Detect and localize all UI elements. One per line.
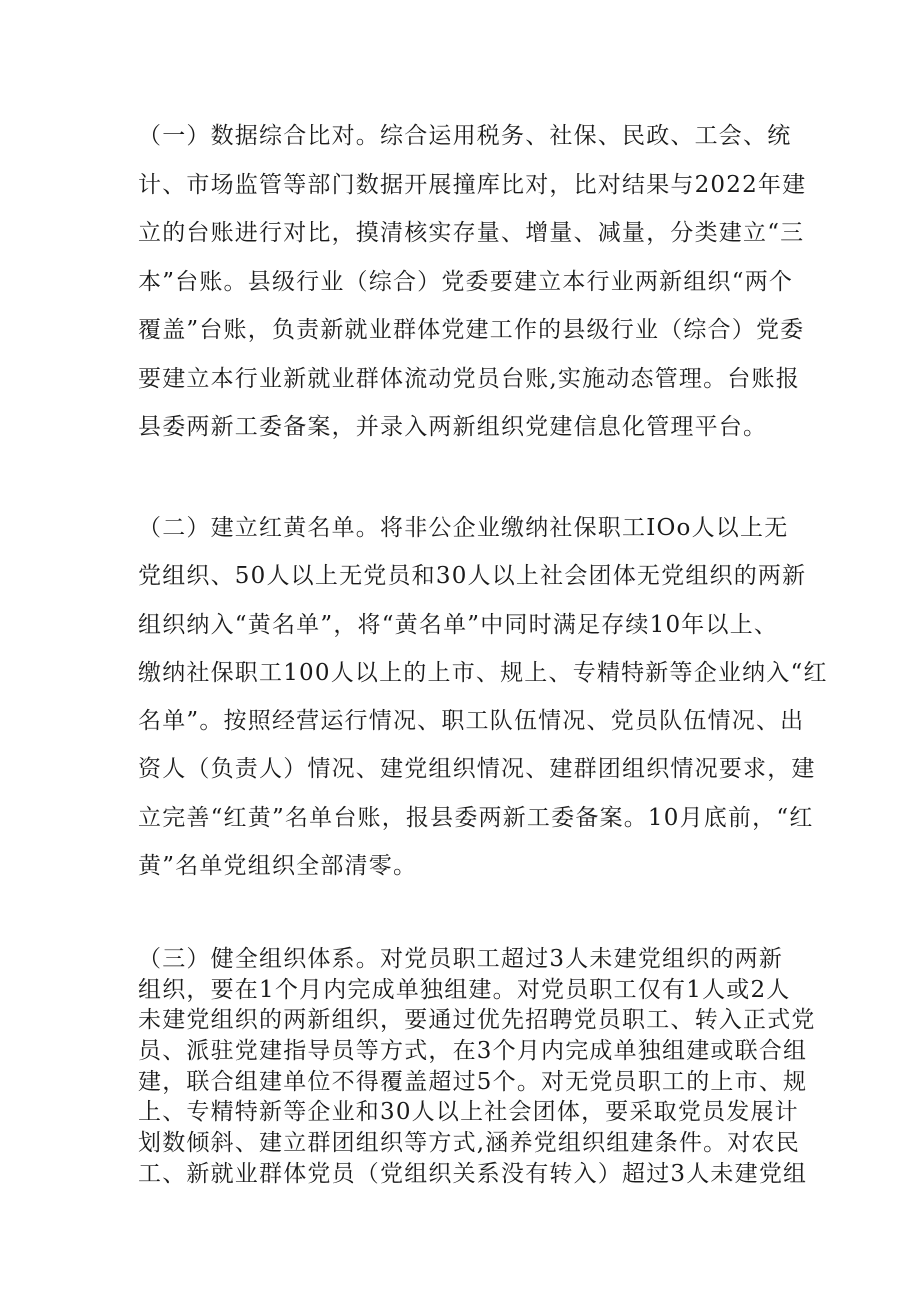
paragraph-line: 立的台账进行对比，摸清核实存量、增量、减量，分类建立“三 xyxy=(138,220,805,246)
paragraph-line: （三）健全组织体系。对党员职工超过3人未建党组织的两新 xyxy=(138,946,784,972)
paragraph-line: 工、新就业群体党员（党组织关系没有转入）超过3人未建党组 xyxy=(138,1160,808,1187)
paragraph-line: 本”台账。县级行业（综合）党委要建立本行业两新组织“两个 xyxy=(138,268,794,295)
paragraph-line: 上、专精特新等企业和30人以上社会团体，要采取党员发展计 xyxy=(138,1099,799,1126)
paragraph-line: 未建党组织的两新组织，要通过优先招聘党员职工、转入正式党 xyxy=(138,1007,816,1034)
paragraph-line: 划数倾斜、建立群团组织等方式,涵养党组织组建条件。对农民 xyxy=(138,1130,800,1157)
paragraph-line: 立完善“红黄”名单台账，报县委两新工委备案。10月底前，“红 xyxy=(138,804,814,831)
paragraph-line: 计、市场监管等部门数据开展撞库比对，比对结果与2022年建 xyxy=(138,171,807,198)
paragraph-organization-system xyxy=(138,944,816,1190)
paragraph-red-yellow-list xyxy=(138,504,828,890)
paragraph-line: （一）数据综合比对。综合运用税务、社保、民政、工会、统 xyxy=(138,123,792,149)
paragraph-line: 名单”。按照经营运行情况、职工队伍情况、党员队伍情况、出 xyxy=(138,708,805,735)
paragraph-data-comparison xyxy=(138,112,807,452)
paragraph-line: 缴纳社保职工100人以上的上市、规上、专精特新等企业纳入“红 xyxy=(138,659,828,686)
paragraph-line: （二）建立红黄名单。将非公企业缴纳社保职工IOo人以上无 xyxy=(138,515,789,541)
paragraph-line: 组织纳入“黄名单”，将“黄名单”中同时满足存续10年以上、 xyxy=(138,611,779,638)
paragraph-line: 组织，要在1个月内完成单独组建。对党员职工仅有1人或2人 xyxy=(138,976,791,1003)
paragraph-line: 员、派驻党建指导员等方式，在3个月内完成单独组建或联合组 xyxy=(138,1038,808,1065)
paragraph-line: 覆盖”台账，负责新就业群体党建工作的县级行业（综合）党委 xyxy=(138,317,805,343)
paragraph-line: 建，联合组建单位不得覆盖超过5个。对无党员职工的上市、规 xyxy=(138,1068,808,1095)
paragraph-line: 县委两新工委备案，并录入两新组织党建信息化管理平台。 xyxy=(138,414,768,440)
paragraph-line: 党组织、50人以上无党员和30人以上社会团体无党组织的两新 xyxy=(138,563,807,590)
paragraph-line: 黄”名单党组织全部清零。 xyxy=(138,853,418,880)
paragraph-line: 资人（负责人）情况、建党组织情况、建群团组织情况要求，建 xyxy=(138,756,816,783)
paragraph-line: 要建立本行业新就业群体流动党员台账,实施动态管理。台账报 xyxy=(138,365,800,392)
